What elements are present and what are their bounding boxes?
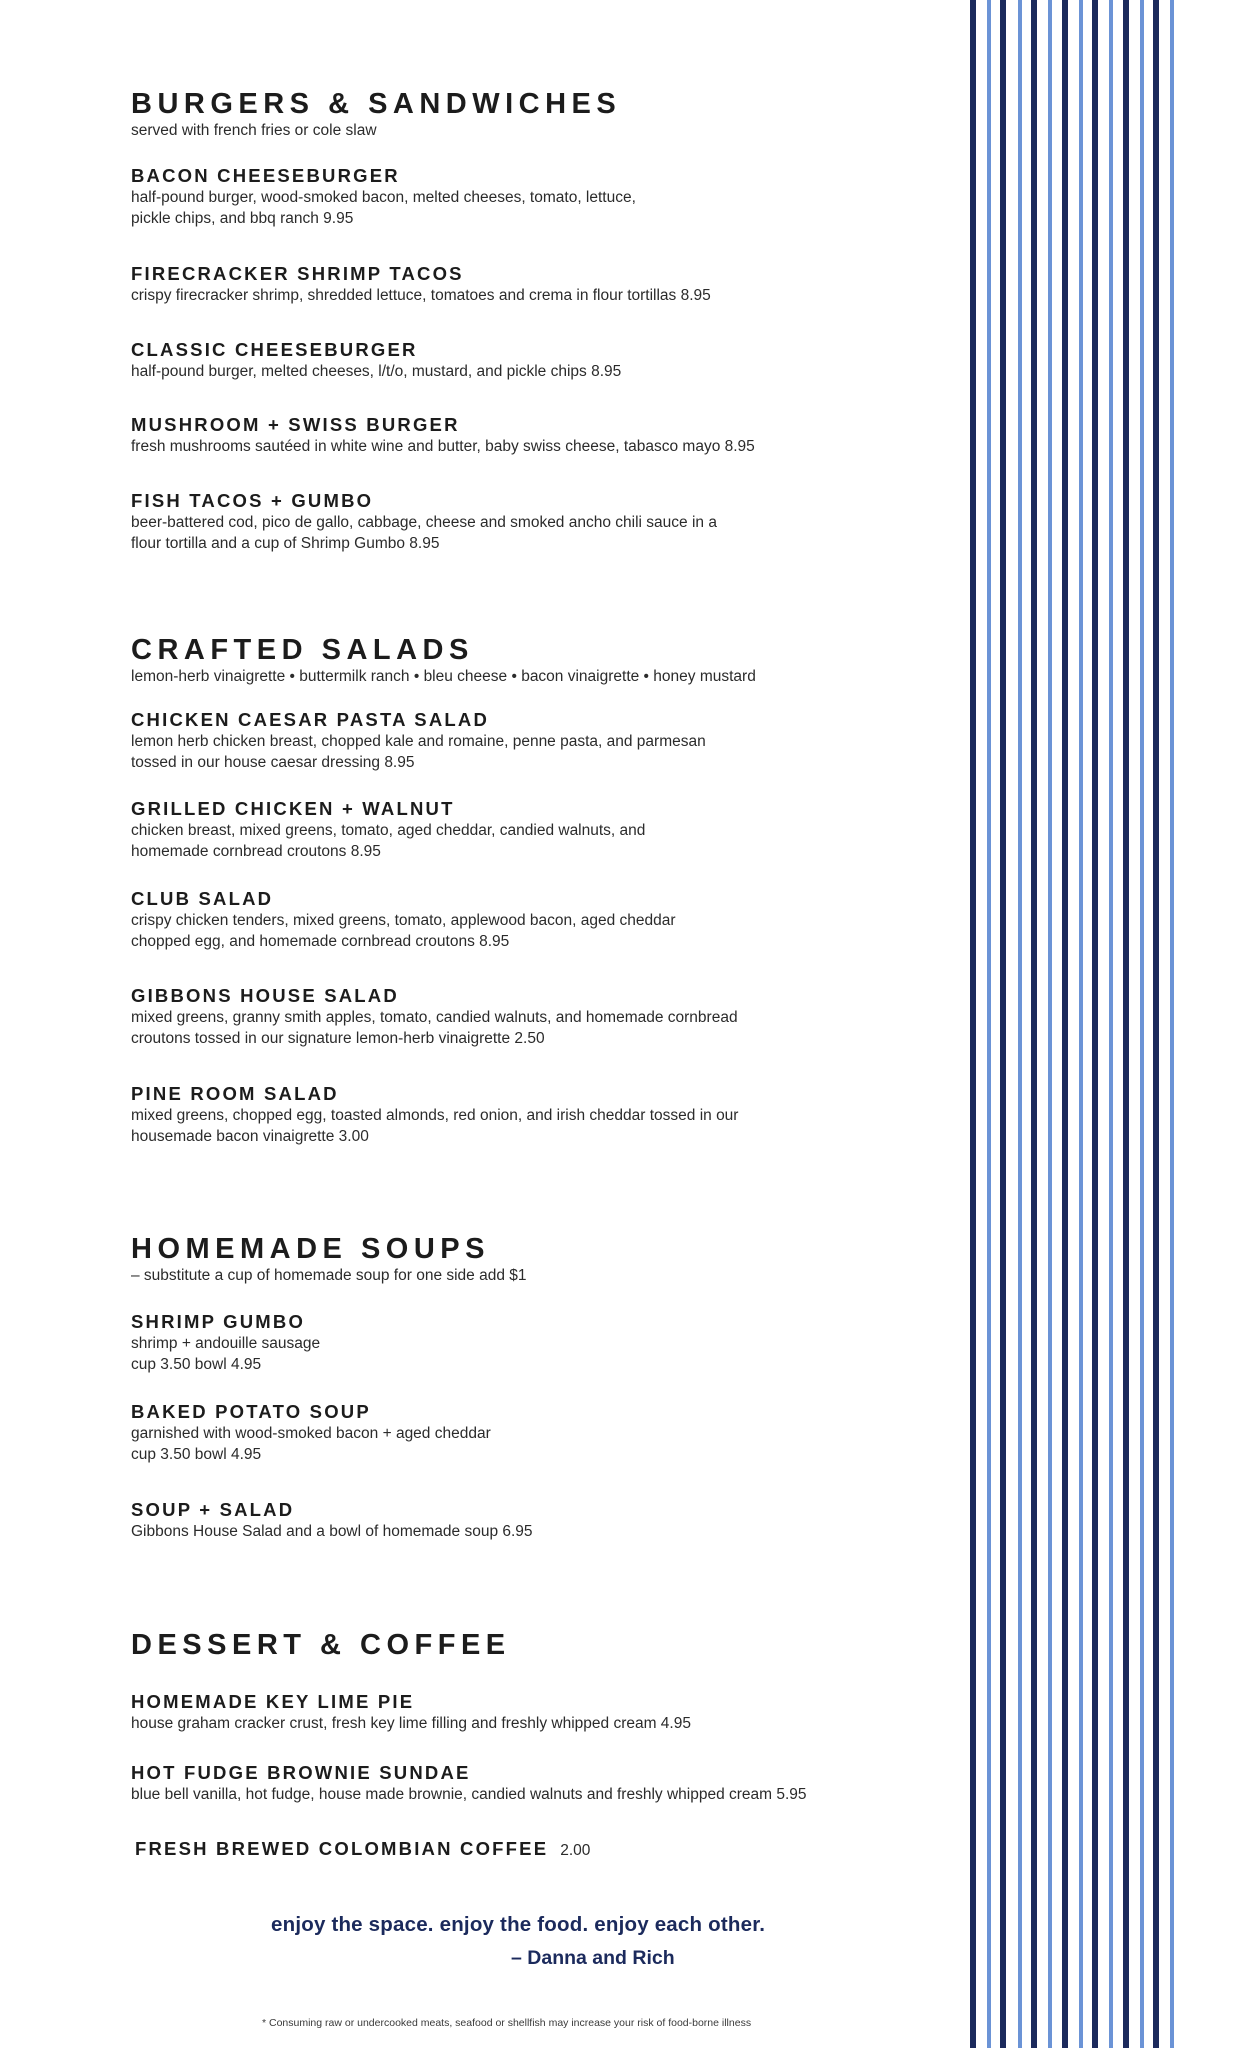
- menu-item-grilled-chicken-walnut: [131, 798, 971, 862]
- stripe-light-blue: [1109, 0, 1113, 2048]
- item-name: CLASSIC CHEESEBURGER: [131, 339, 418, 360]
- item-description: lemon herb chicken breast, chopped kale and romaine, penne pasta, and parmesan tossed in our house caesar dressing 8.95: [131, 733, 706, 771]
- menu-item-gibbons-house-salad: [131, 985, 971, 1049]
- section-title: CRAFTED SALADS: [131, 634, 474, 666]
- item-name: PINE ROOM SALAD: [131, 1083, 339, 1104]
- item-description: mixed greens, granny smith apples, tomato, candied walnuts, and homemade cornbread croutons tossed in our signature lemon-herb vinaigrette 2.50: [131, 1009, 738, 1047]
- item-description: Gibbons House Salad and a bowl of homemade soup 6.95: [131, 1523, 533, 1540]
- menu-item-colombian-coffee: [135, 1838, 590, 1860]
- item-name: GIBBONS HOUSE SALAD: [131, 985, 399, 1006]
- stripe-navy: [1153, 0, 1159, 2048]
- stripe-navy: [1000, 0, 1006, 2048]
- section-crafted-salads: [131, 634, 971, 687]
- stripe-light-blue: [1048, 0, 1052, 2048]
- item-name: BACON CHEESEBURGER: [131, 165, 400, 186]
- menu-item-firecracker-shrimp-tacos: [131, 263, 971, 306]
- item-name: FISH TACOS + GUMBO: [131, 490, 374, 511]
- item-description: blue bell vanilla, hot fudge, house made brownie, candied walnuts and freshly whipped cream 5.95: [131, 1786, 807, 1803]
- stripe-light-blue: [1079, 0, 1083, 2048]
- item-description: mixed greens, chopped egg, toasted almonds, red onion, and irish cheddar tossed in our housemade bacon vinaigrette 3.00: [131, 1107, 739, 1145]
- menu-item-pine-room-salad: [131, 1083, 971, 1147]
- section-subtitle: – substitute a cup of homemade soup for one side add $1: [131, 1267, 527, 1284]
- item-price: 2.00: [560, 1842, 591, 1859]
- section-title: HOMEMADE SOUPS: [131, 1233, 490, 1265]
- item-description: house graham cracker crust, fresh key lime filling and freshly whipped cream 4.95: [131, 1715, 691, 1732]
- section-burgers-sandwiches: [131, 88, 971, 141]
- section-title: BURGERS & SANDWICHES: [131, 88, 622, 120]
- menu-item-fish-tacos-gumbo: [131, 490, 971, 554]
- item-description: beer-battered cod, pico de gallo, cabbage, cheese and smoked ancho chili sauce in a flour tortilla and a cup of Shrimp Gumbo 8.95: [131, 514, 717, 552]
- menu-item-classic-cheeseburger: [131, 339, 971, 382]
- item-name: CLUB SALAD: [131, 888, 274, 909]
- item-name: HOT FUDGE BROWNIE SUNDAE: [131, 1762, 471, 1783]
- section-homemade-soups: [131, 1233, 971, 1286]
- section-subtitle: lemon-herb vinaigrette • buttermilk ranch • bleu cheese • bacon vinaigrette • honey mustard: [131, 668, 756, 685]
- tagline: enjoy the space. enjoy the food. enjoy each other.: [271, 1913, 766, 1936]
- stripe-light-blue: [1018, 0, 1022, 2048]
- menu-item-baked-potato-soup: [131, 1401, 971, 1465]
- stripe-navy: [1123, 0, 1129, 2048]
- disclaimer: * Consuming raw or undercooked meats, seafood or shellfish may increase your risk of food-borne illness: [262, 2017, 752, 2029]
- menu-item-mushroom-swiss-burger: [131, 414, 971, 457]
- item-description: half-pound burger, melted cheeses, l/t/o, mustard, and pickle chips 8.95: [131, 363, 622, 380]
- item-description: half-pound burger, wood-smoked bacon, melted cheeses, tomato, lettuce, pickle chips, and bbq ranch 9.95: [131, 189, 636, 227]
- menu-item-hot-fudge-brownie-sundae: [131, 1762, 971, 1805]
- menu-item-soup-salad: [131, 1499, 971, 1542]
- menu-item-key-lime-pie: [131, 1691, 971, 1734]
- section-dessert-coffee: [131, 1629, 971, 1661]
- stripe-navy: [1062, 0, 1068, 2048]
- section-subtitle: served with french fries or cole slaw: [131, 122, 377, 139]
- item-name: SOUP + SALAD: [131, 1499, 295, 1520]
- item-name: FRESH BREWED COLOMBIAN COFFEE: [135, 1838, 549, 1859]
- menu-item-chicken-caesar-pasta-salad: [131, 709, 971, 773]
- item-description: crispy firecracker shrimp, shredded lettuce, tomatoes and crema in flour tortillas 8.95: [131, 287, 711, 304]
- section-title: DESSERT & COFFEE: [131, 1629, 511, 1661]
- stripe-navy: [1092, 0, 1098, 2048]
- item-name: GRILLED CHICKEN + WALNUT: [131, 798, 455, 819]
- item-name: MUSHROOM + SWISS BURGER: [131, 414, 460, 435]
- item-description: chicken breast, mixed greens, tomato, aged cheddar, candied walnuts, and homemade cornbread croutons 8.95: [131, 822, 646, 860]
- item-name: FIRECRACKER SHRIMP TACOS: [131, 263, 464, 284]
- menu-item-shrimp-gumbo: [131, 1311, 971, 1375]
- menu-item-club-salad: [131, 888, 971, 952]
- signature: – Danna and Rich: [511, 1947, 675, 1969]
- stripe-light-blue: [1170, 0, 1174, 2048]
- item-description: crispy chicken tenders, mixed greens, tomato, applewood bacon, aged cheddar chopped egg, and homemade cornbread croutons 8.95: [131, 912, 676, 950]
- stripe-light-blue: [1140, 0, 1144, 2048]
- item-name: CHICKEN CAESAR PASTA SALAD: [131, 709, 490, 730]
- item-name: SHRIMP GUMBO: [131, 1311, 306, 1332]
- menu-item-bacon-cheeseburger: [131, 165, 971, 229]
- item-name: BAKED POTATO SOUP: [131, 1401, 371, 1422]
- item-description: garnished with wood-smoked bacon + aged cheddar cup 3.50 bowl 4.95: [131, 1425, 491, 1463]
- stripe-navy: [1031, 0, 1037, 2048]
- item-description: shrimp + andouille sausage cup 3.50 bowl 4.95: [131, 1335, 321, 1373]
- item-name: HOMEMADE KEY LIME PIE: [131, 1691, 415, 1712]
- stripe-light-blue: [987, 0, 991, 2048]
- item-description: fresh mushrooms sautéed in white wine and butter, baby swiss cheese, tabasco mayo 8.95: [131, 438, 755, 455]
